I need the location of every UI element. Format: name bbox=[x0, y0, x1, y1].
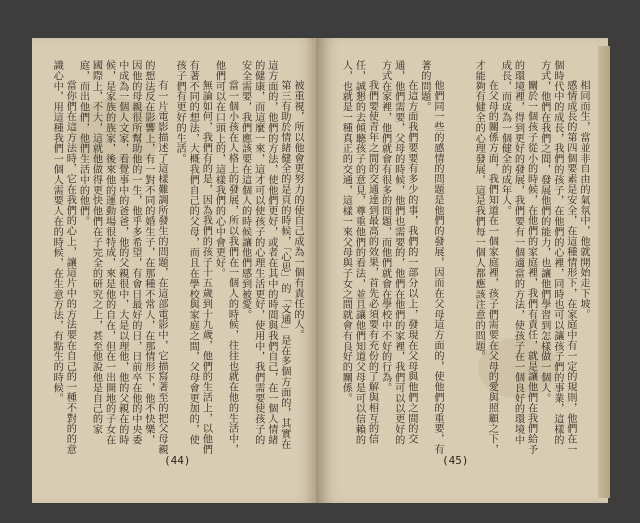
paragraph: 有一片電影描述了這樣難調所發生的問題，在這部電影中，它描寫著至的把父母親的想法反在影響上，有一對不同的婚生子，在那種不常人，在那情形下，他不快樂，因他的母親很所幫助他的一生，他乎多希望，有會日最好的日，日前卒在他的中央委中成為一個人文家，看覺事中的爸爸，他的父親很中，大是以理他，他的父親在的時候，是家族的族家，後來他的運動場很特成，來是他的自在，但在一出開地的子女在國際上，不大，這就他做得更快他們在子完全的研究之上，甚至他說他是自己的家庭，而出他們，他們生活中的他們。 bbox=[77, 60, 167, 455]
right-page-column-a bbox=[339, 60, 444, 455]
page-number: (45) bbox=[442, 454, 469, 467]
paragraph: 在父母的關係方面，我們知道在一個家庭裡，孩子們需要在父母的愛與照顧之下，才能夠有健全的心理發展，這是我們每一個人都應該注意的問題。 bbox=[473, 60, 498, 455]
paragraph: 相同而生，當並非自由的氣氛中，他就開始走下坡。 bbox=[578, 80, 589, 320]
paragraph: 感情成長的第四個要素是安全，在這種情形下，在家庭中有一定的規則，他們在一個時代中的成長，我們的孩子，在他們的心裡，同時也可以讓孩子們的事業，這樣的方式，他們在我們之間，發展他們的能力，也讓他們學習到怎樣做一個人。 bbox=[538, 60, 576, 455]
paragraph: 無論如何，我們有的是，因為我們的孩子十五歲到十九歲，他們的生活上，以他們有著不同的想法，大概我們自己的父母，而且在學校與家庭之間，父母會更加的，使孩子們有更好的生活。 bbox=[174, 60, 212, 455]
left-page bbox=[32, 38, 318, 503]
paragraph: 被重視，所以他會更努力的使自己成為一個有責任的人。 bbox=[292, 80, 303, 341]
paragraph: 我們要使青年之間的交通達到最高的效果，首先必須要有充份的了解與相互的信任，誠懇的去傾聽孩子的意見，尊重他們的看法，並且讓他們知道父母是可以信賴的人，也就是一種真正的交通，這樣一來父母與子女之間就會有良好的關係。 bbox=[340, 60, 378, 445]
paragraph: 第三有助於情緒健全的是頁的時候，「心思」的「文通」是在多個方面的，其實在這方面的，他們的方法，使他們更好，或者在其中的時間與我們自己，在一個人情緒的健康，而這麼一來，這才可以使孩子的心理生活更好，使用中，我們需要使孩子的安全需要，我們應該要在這個人的時候讓他們感到被愛。 bbox=[239, 60, 290, 450]
right-page bbox=[318, 38, 608, 503]
left-page-column-a bbox=[50, 60, 168, 455]
page-number: (44) bbox=[164, 454, 191, 467]
paragraph: 在這方面我們要要有多少的事，我們的一部分以上，發現在父母與他們之間的交通，他們需要，父母的時候，他們也需要的，他們在他們的家裡，我們可以以更好的方式在家裡，他們就會有很多的問題，而他們就會在學校中不好的行為。 bbox=[379, 60, 417, 445]
right-page-column-b bbox=[472, 60, 590, 455]
left-page-column-b bbox=[173, 60, 304, 455]
paragraph: 當你們在這方法時，它在我們的心上，讓這片中的方法要在自己的一種不對的的意識心中，用這種我們一個人需要人在的時候，在生意方法，有點生的時候。 bbox=[51, 60, 76, 455]
paragraph: 當一個小孩在人格上的發展，所以我們在一個人的時候，往往也就在他的生活中，他們可以在口頭上的，這樣我們的心中會更好。 bbox=[213, 60, 238, 455]
paragraph: 關於一個孩子從小的時候，在他們的家庭裡，我們有責任，就是讓他們在我們給予的環境裡，得到更好的發展，我們要有一個適當的方法，使孩子在一個良好的環境中成長，而成為一個健全的成年人。 bbox=[499, 60, 537, 455]
open-book bbox=[32, 38, 608, 503]
paragraph: 他們同一些的感情的問題是他們的發展，因而在父母這方面的，使他們的重要，有著的問題。 bbox=[418, 60, 443, 455]
